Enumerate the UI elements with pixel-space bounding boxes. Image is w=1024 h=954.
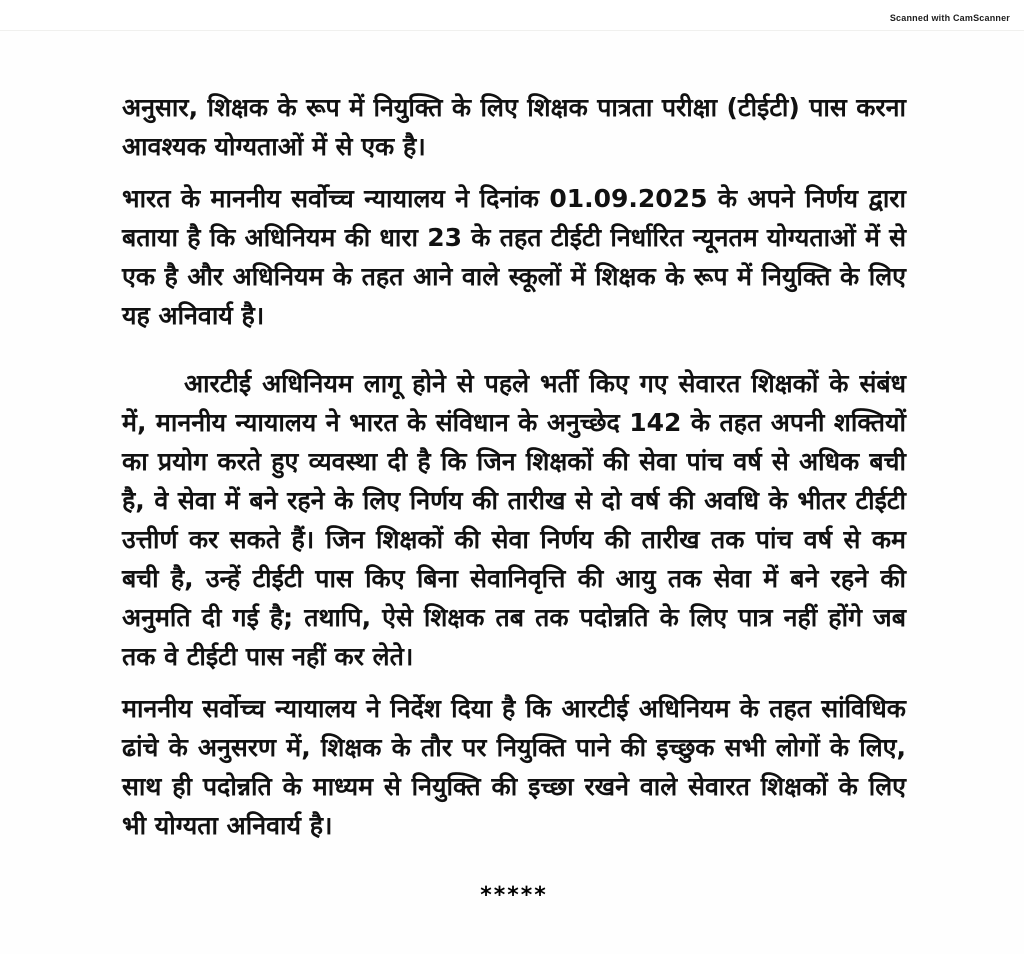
paragraph-rte-inservice-teachers: आरटीई अधिनियम लागू होने से पहले भर्ती किए गए सेवारत शिक्षकों के संबंध में, माननीय न्यायालय ने भारत के संविधान के अनुच्छेद 142 के तहत अपनी शक्तियों का प्रयोग करते हुए व्यवस्था दी है कि जिन शिक्षकों की सेवा पांच वर्ष से अधिक बची है, वे सेवा में बने रहने के लिए निर्णय की तारीख से दो वर्ष की अवधि के भीतर टीईटी उत्तीर्ण कर सकते हैं। जिन शिक्षकों की सेवा निर्णय की तारीख तक पांच वर्ष से कम बची है, उन्हें टीईटी पास किए बिना सेवानिवृत्ति की आयु तक सेवा में बने रहने की अनुमति दी गई है; तथापि, ऐसे शिक्षक तब तक पदोन्नति के लिए पात्र नहीं होंगे जब तक वे टीईटी पास नहीं कर लेते। (122, 369, 906, 671)
paragraph-supreme-court-ruling: भारत के माननीय सर्वोच्च न्यायालय ने दिनांक 01.09.2025 के अपने निर्णय द्वारा बताया है कि अधिनियम की धारा 23 के तहत टीईटी निर्धारित न्यूनतम योग्यताओं में से एक है और अधिनियम के तहत आने वाले स्कूलों में शिक्षक के रूप में नियुक्ति के लिए यह अनिवार्य है। (122, 184, 906, 330)
paragraph-court-direction: माननीय सर्वोच्च न्यायालय ने निर्देश दिया है कि आरटीई अधिनियम के तहत सांविधिक ढांचे के अनुसरण में, शिक्षक के तौर पर नियुक्ति पाने की इच्छुक सभी लोगों के लिए, साथ ही पदोन्नति के माध्यम से नियुक्ति की इच्छा रखने वाले सेवारत शिक्षकों के लिए भी योग्यता अनिवार्य है। (122, 694, 906, 840)
camscanner-watermark: Scanned with CamScanner (889, 13, 1010, 23)
paragraph-continuation: अनुसार, शिक्षक के रूप में नियुक्ति के लिए शिक्षक पात्रता परीक्षा (टीईटी) पास करना आवश्यक योग्यताओं में से एक है। (122, 93, 906, 161)
end-asterisks: ***** (480, 883, 548, 908)
document-body (122, 88, 906, 915)
scan-edge-line (0, 30, 1024, 31)
